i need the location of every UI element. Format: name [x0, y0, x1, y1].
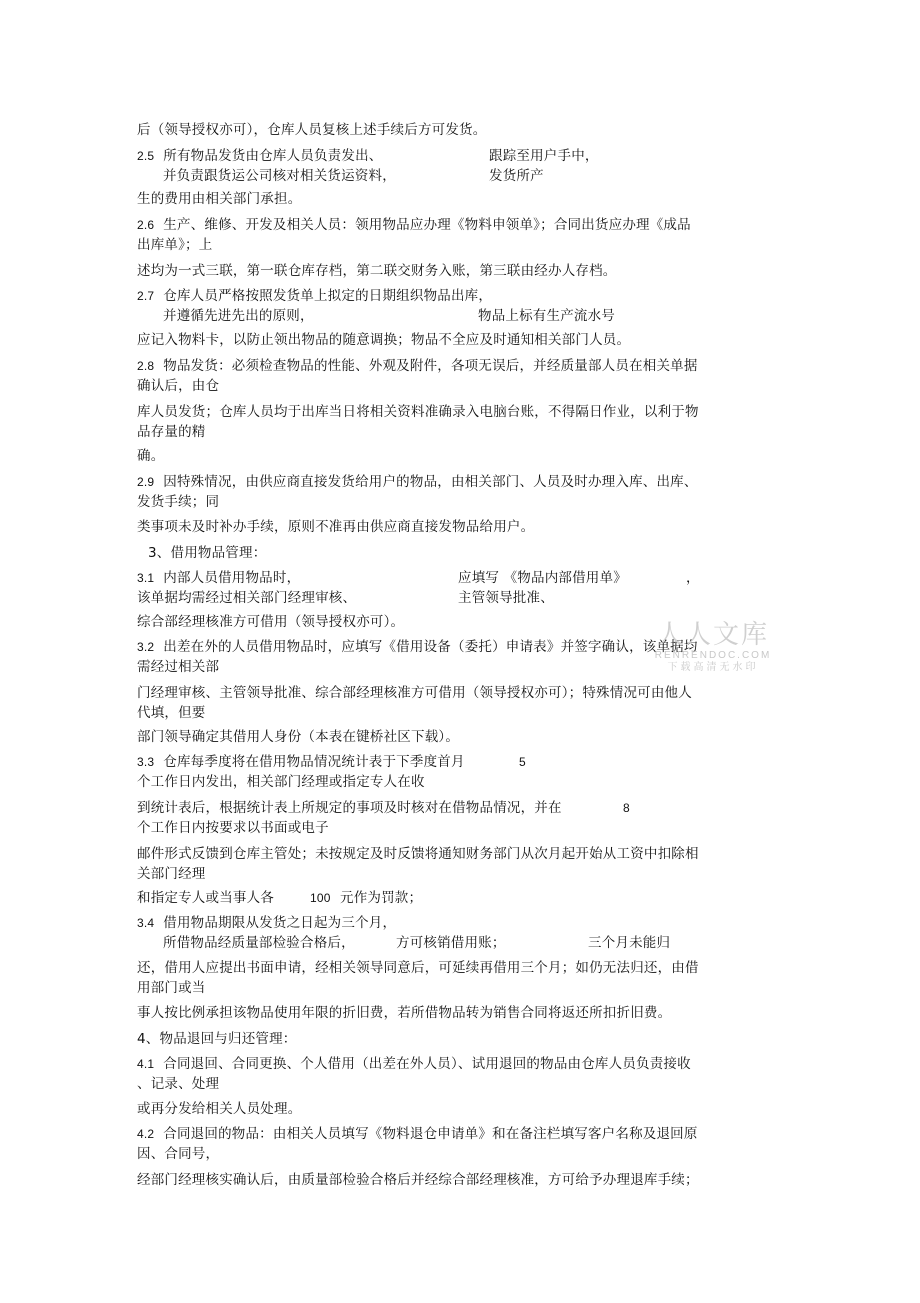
- text-line: [137, 658, 219, 676]
- text-line: [489, 167, 544, 185]
- text-line: [137, 518, 534, 536]
- text-line: [163, 167, 396, 185]
- section-number: 4.2: [137, 1127, 155, 1141]
- line-text: 出库单》；上: [137, 237, 213, 253]
- line-text: 8: [623, 801, 630, 815]
- line-text: 述均为一式三联，第一联仓库存档，第二联交财务入账，第三联由经办人存档。: [137, 263, 617, 279]
- section-number: 3.4: [137, 916, 155, 930]
- text-line: [588, 934, 670, 952]
- text-line: [137, 753, 465, 771]
- line-text: 个工作日内按要求以书面或电子: [137, 820, 329, 836]
- text-line: [163, 307, 314, 325]
- text-line: [137, 1055, 691, 1073]
- text-line: [137, 704, 206, 722]
- watermark-sub-text: 下载高清无水印: [667, 662, 759, 673]
- text-line: [137, 1145, 219, 1163]
- text-line: [137, 638, 698, 656]
- line-text: 邮件形式反馈到仓库主管处；未按规定及时反馈将通知财务部门从次月起开始从工资中扣除相: [137, 846, 699, 862]
- text-line: [137, 1004, 671, 1022]
- text-line: [137, 403, 699, 421]
- watermark-main-text: 人人文库: [656, 620, 769, 650]
- section-number: 2.9: [137, 475, 155, 489]
- line-text: 生的费用由相关部门承担。: [137, 191, 302, 207]
- line-text: 到统计表后，根据统计表上所规定的事项及时核对在借物品情况，并在: [137, 800, 562, 816]
- line-text: 发货所产: [489, 168, 544, 184]
- text-line: [137, 216, 691, 234]
- line-text: 发货手续；同: [137, 494, 220, 510]
- line-text: 合同退回、合同更换、个人借用（出差在外人员）、试用退回的物品由仓库人员负责接收: [163, 1056, 691, 1072]
- text-line: [137, 613, 404, 631]
- line-text: 综合部经理核准方可借用（领导授权亦可）。: [137, 614, 405, 630]
- line-text: 应填写 《物品内部借用单》: [458, 570, 627, 586]
- line-text: 关部门经理: [137, 866, 206, 882]
- text-line: [137, 190, 301, 208]
- line-text: 事人按比例承担该物品使用年限的折旧费，若所借物品转为销售合同将返还所扣折旧费。: [137, 1005, 672, 1021]
- line-text: 、记录、处理: [137, 1076, 220, 1092]
- line-text: 并负责跟货运公司核对相关货运资料，: [163, 168, 396, 184]
- text-line: [137, 889, 274, 907]
- line-text: 门经理审核、主管领导批准、综合部经理核准方可借用（领导授权亦可）；特殊情况可由他人: [137, 685, 692, 701]
- line-text: 3、借用物品管理：: [148, 545, 267, 561]
- text-line: [137, 121, 486, 139]
- line-text: 或再分发给相关人员处理。: [137, 1101, 302, 1117]
- line-text: 应记入物料卡，以防止领出物品的随意调换；物品不全应及时通知相关部门人员。: [137, 332, 631, 348]
- line-text: 经部门经理核实确认后，由质量部检验合格后并经综合部经理核准，方可给予办理退库手续；: [137, 1172, 699, 1188]
- text-line: [489, 147, 599, 165]
- text-line: [137, 845, 699, 863]
- text-line: [137, 1100, 301, 1118]
- line-text: 类事项未及时补办手续，原则不准再由供应商直接发物品给用户。: [137, 519, 535, 535]
- line-text: 用部门或当: [137, 980, 206, 996]
- line-text: 部门领导确定其借用人身份（本表在键桥社区下载）。: [137, 729, 460, 745]
- line-text: 还，借用人应提出书面申请，经相关领导同意后，可延续再借用三个月；如仍无法归还，由借: [137, 960, 699, 976]
- line-text: 跟踪至用户手中，: [489, 148, 599, 164]
- text-line: [137, 287, 492, 305]
- text-line: [137, 728, 459, 746]
- text-line: [163, 934, 355, 952]
- line-text: 品存量的精: [137, 424, 206, 440]
- section-number: 2.5: [137, 149, 155, 163]
- text-line: [137, 819, 329, 837]
- text-line: [137, 473, 698, 491]
- section-number: 4.1: [137, 1057, 155, 1071]
- line-text: 仓库人员严格按照发货单上拟定的日期组织物品出库，: [163, 288, 493, 304]
- section-number: 3.3: [137, 755, 155, 769]
- line-text: 100: [310, 891, 331, 905]
- text-line: [310, 889, 331, 907]
- text-line: [519, 753, 526, 771]
- line-text: ，: [686, 570, 700, 586]
- line-text: 出差在外的人员借用物品时，应填写《借用设备（委托）申请表》并签字确认，该单据均: [163, 639, 698, 655]
- text-line: [137, 979, 206, 997]
- text-line: [137, 1171, 699, 1189]
- section-number: 2.6: [137, 218, 155, 232]
- text-line: [137, 959, 699, 977]
- text-line: [137, 493, 219, 511]
- line-text: 元作为罚款；: [340, 890, 423, 906]
- line-text: 因特殊情况，由供应商直接发货给用户的物品，由相关部门、人员及时办理入库、出库、: [163, 474, 698, 490]
- line-text: 个工作日内发出，相关部门经理或指定专人在收: [137, 774, 425, 790]
- line-text: 确认后，由仓: [137, 378, 220, 394]
- section-number: 3.1: [137, 571, 155, 585]
- text-line: [137, 1075, 219, 1093]
- line-text: 仓库每季度将在借用物品情况统计表于下季度首月: [163, 754, 465, 770]
- line-text: 所有物品发货由仓库人员负责发出、: [163, 148, 383, 164]
- line-text: 并遵循先进先出的原则，: [163, 308, 314, 324]
- line-text: 物品上标有生产流水号: [478, 308, 615, 324]
- line-text: 确。: [137, 448, 165, 464]
- text-line: [137, 799, 562, 817]
- text-line: [396, 934, 506, 952]
- line-text: 需经过相关部: [137, 659, 220, 675]
- line-text: 库人员发货；仓库人员均于出库当日将相关资料准确录入电脑台账，不得隔日作业，以利于物: [137, 404, 699, 420]
- line-text: 主管领导批准、: [458, 590, 554, 606]
- line-text: 所借物品经质量部检验合格后，: [163, 935, 355, 951]
- line-text: 方可核销借用账；: [396, 935, 506, 951]
- text-line: [137, 1125, 698, 1143]
- text-line: [137, 865, 206, 883]
- text-line: [478, 307, 615, 325]
- text-line: [340, 889, 422, 907]
- line-text: 和指定专人或当事人各: [137, 890, 274, 906]
- line-text: 合同退回的物品：由相关人员填写《物料退仓申请单》和在备注栏填写客户名称及退回原: [163, 1126, 698, 1142]
- text-line: [137, 357, 698, 375]
- text-line: [137, 447, 164, 465]
- text-line: [137, 423, 206, 441]
- text-line: [137, 589, 356, 607]
- text-line: [137, 684, 692, 702]
- text-line: [137, 377, 219, 395]
- text-line: [623, 799, 630, 817]
- line-text: 内部人员借用物品时，: [163, 570, 301, 586]
- text-line: [137, 236, 212, 254]
- text-line: [137, 147, 382, 165]
- line-text: 后（领导授权亦可），仓库人员复核上述手续后方可发货。: [137, 122, 487, 138]
- section-number: 2.8: [137, 359, 155, 373]
- section-number: 3.2: [137, 640, 155, 654]
- watermark-url-text: RENRENDOC.COM: [654, 650, 772, 661]
- text-line: [686, 569, 700, 587]
- section-number: 2.7: [137, 289, 155, 303]
- text-line: [148, 544, 266, 562]
- line-text: 代填，但要: [137, 705, 206, 721]
- line-text: 因、合同号，: [137, 1146, 220, 1162]
- text-line: [137, 569, 300, 587]
- line-text: 物品发货：必须检查物品的性能、外观及附件，各项无误后，并经质量部人员在相关单据: [163, 358, 698, 374]
- line-text: 生产、维修、开发及相关人员：领用物品应办理《物料申领单》；合同出货应办理《成品: [163, 217, 691, 233]
- line-text: 借用物品期限从发货之日起为三个月，: [163, 915, 397, 931]
- text-line: [458, 569, 627, 587]
- text-line: [137, 262, 617, 280]
- text-line: [458, 589, 554, 607]
- line-text: 三个月未能归: [588, 935, 671, 951]
- line-text: 该单据均需经过相关部门经理审核、: [137, 590, 357, 606]
- line-text: 5: [519, 755, 526, 769]
- text-line: [137, 914, 396, 932]
- text-line: [137, 773, 425, 791]
- text-line: [137, 331, 630, 349]
- text-line: [137, 1030, 297, 1048]
- watermark-logo: [648, 620, 778, 674]
- line-text: 4、物品退回与归还管理：: [137, 1031, 297, 1047]
